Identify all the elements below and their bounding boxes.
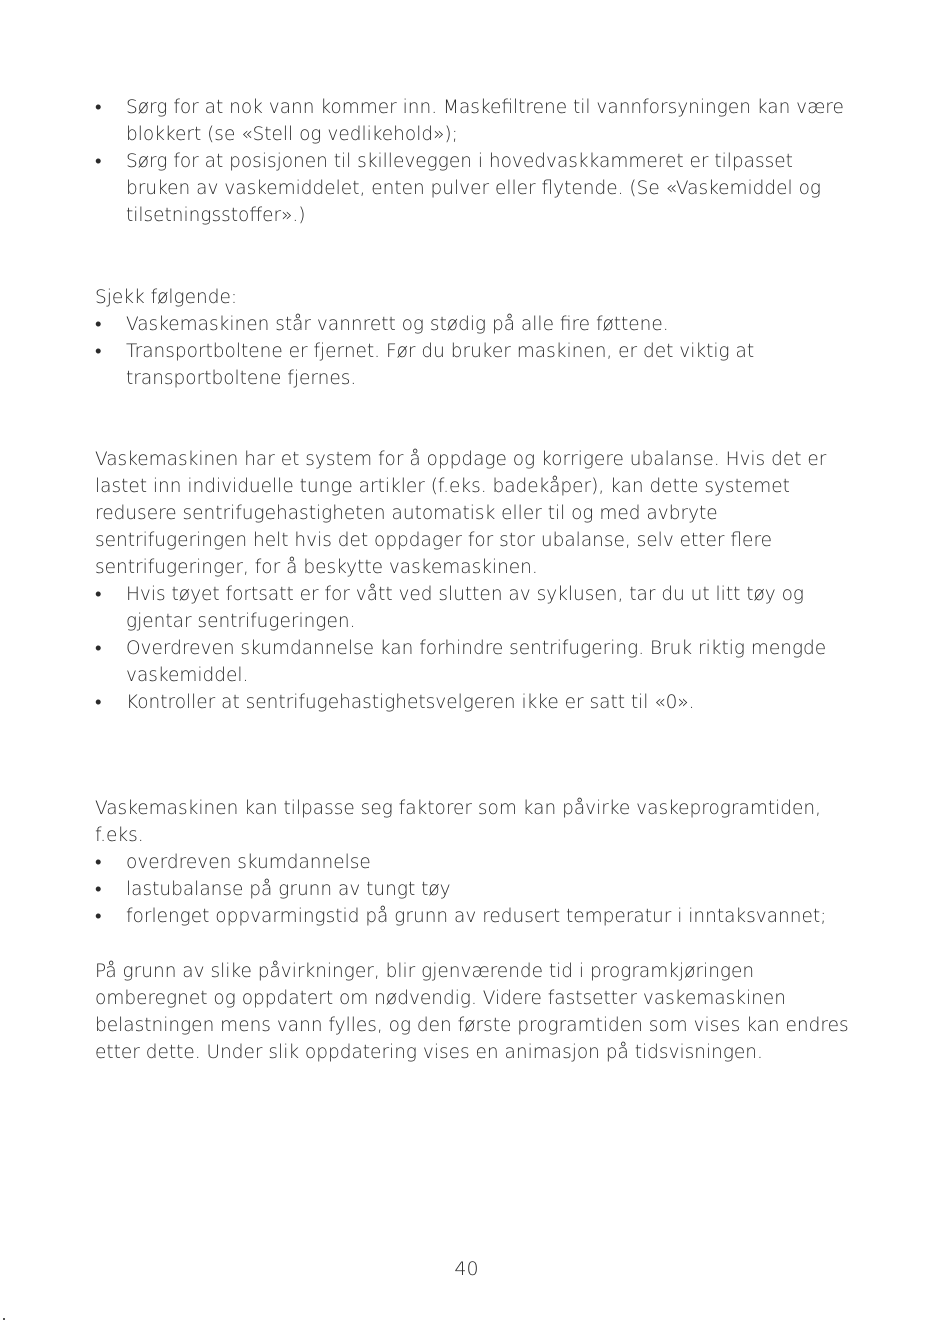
line: bruken av vaskemiddelet, enten pulver eller flytende. (Se «Vaskemiddel og <box>126 178 821 199</box>
list-item <box>95 338 855 392</box>
line: Hvis tøyet fortsatt er for vått ved slutten av syklusen, tar du ut litt tøy og <box>126 584 805 605</box>
section-program-time-factors <box>95 795 855 930</box>
bullet-marker: • <box>95 584 102 605</box>
line: Sørg for at posisjonen til skilleveggen i hovedvaskkammeret er tilpasset <box>126 151 793 172</box>
line: tilsetningsstoffer».) <box>126 205 306 226</box>
line: forlenget oppvarmingstid på grunn av redusert temperatur i inntaksvannet; <box>126 906 827 927</box>
list-item <box>95 689 855 716</box>
bullet-list <box>95 311 855 392</box>
bullet-marker: • <box>95 341 102 362</box>
list-item <box>95 876 855 903</box>
line: På grunn av slike påvirkninger, blir gjenværende tid i programkjøringen <box>95 961 755 982</box>
bullet-marker: • <box>95 879 102 900</box>
line: Kontroller at sentrifugehastighetsvelgeren ikke er satt til «0». <box>126 692 695 713</box>
page-number: 40 <box>454 1258 479 1280</box>
list-item <box>95 94 855 148</box>
line: Vaskemaskinen har et system for å oppdage og korrigere ubalanse. Hvis det er <box>95 449 827 470</box>
section-water-supply <box>95 94 855 229</box>
line: belastningen mens vann fylles, og den første programtiden som vises kan endres <box>95 1015 849 1036</box>
line: vaskemiddel. <box>126 665 249 686</box>
line: gjentar sentrifugeringen. <box>126 611 356 632</box>
line: sentrifugeringer, for å beskytte vaskemaskinen. <box>95 557 538 578</box>
line: Transportboltene er fjernet. Før du bruker maskinen, er det viktig at <box>126 341 755 362</box>
section-unbalance <box>95 446 855 716</box>
list-item <box>95 849 855 876</box>
paragraph <box>95 446 855 581</box>
line: sentrifugeringen helt hvis det oppdager for stor ubalanse, selv etter flere <box>95 530 773 551</box>
line: blokkert (se «Stell og vedlikehold»); <box>126 124 458 145</box>
line: transportboltene fjernes. <box>126 368 357 389</box>
section-check-following <box>95 284 855 392</box>
list-item <box>95 903 855 930</box>
bullet-marker: • <box>95 151 102 172</box>
bullet-marker: • <box>95 638 102 659</box>
line: etter dette. Under slik oppdatering vises en animasjon på tidsvisningen. <box>95 1042 763 1063</box>
list-item <box>95 311 855 338</box>
bullet-marker: • <box>95 97 102 118</box>
line: Sørg for at nok vann kommer inn. Maskefiltrene til vannforsyningen kan være <box>126 97 844 118</box>
bullet-marker: • <box>95 906 102 927</box>
line: lastubalanse på grunn av tungt tøy <box>126 879 451 900</box>
list-item <box>95 581 855 635</box>
line: omberegnet og oppdatert om nødvendig. Videre fastsetter vaskemaskinen <box>95 988 786 1009</box>
section-recalculation <box>95 958 855 1066</box>
line: Vaskemaskinen står vannrett og stødig på alle fire føttene. <box>126 314 669 335</box>
bullet-list <box>95 581 855 716</box>
bullet-marker: • <box>95 852 102 873</box>
bullet-marker: • <box>95 314 102 335</box>
line: f.eks. <box>95 825 144 846</box>
list-item <box>95 148 855 229</box>
bullet-list <box>95 849 855 930</box>
bullet-marker: • <box>95 692 102 713</box>
paragraph <box>95 958 855 1066</box>
corner-dot <box>3 1318 5 1320</box>
line: Overdreven skumdannelse kan forhindre sentrifugering. Bruk riktig mengde <box>126 638 827 659</box>
line: redusere sentrifugehastigheten automatisk eller til og med avbryte <box>95 503 718 524</box>
line: Vaskemaskinen kan tilpasse seg faktorer som kan påvirke vaskeprogramtiden, <box>95 798 821 819</box>
list-item <box>95 635 855 689</box>
line: overdreven skumdannelse <box>126 852 371 873</box>
section-intro: Sjekk følgende: <box>95 287 238 308</box>
line: lastet inn individuelle tunge artikler (f.eks. badekåper), kan dette systemet <box>95 476 790 497</box>
bullet-list <box>95 94 855 229</box>
paragraph <box>95 795 855 849</box>
